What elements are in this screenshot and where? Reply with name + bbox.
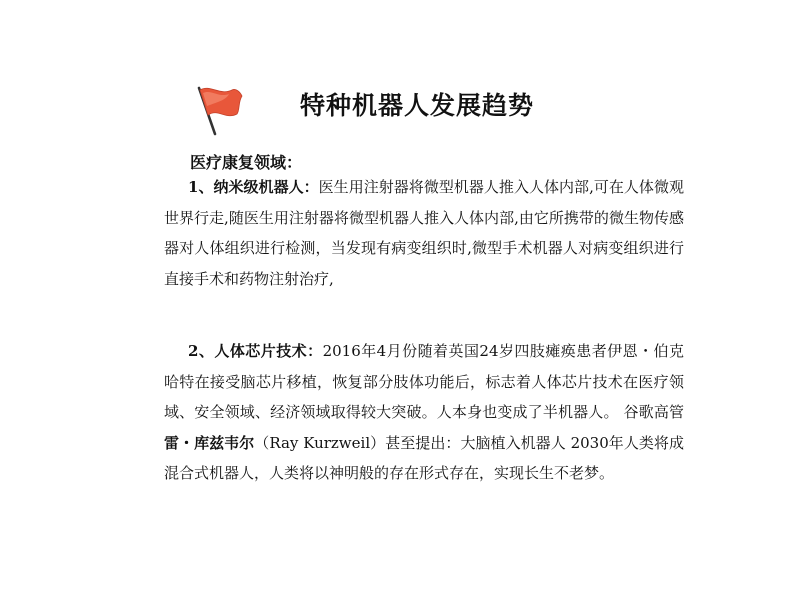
item-text-continued: （Ray Kurzweil）甚至提出：大脑植入机器人 2030年人类将成混合式机器人，人类将以神明般的存在形式存在，实现长生不老梦。 — [164, 433, 684, 482]
item-number: 2、 — [188, 342, 215, 360]
paragraph-nanorobot — [164, 172, 684, 294]
section-heading: 医疗康复领域： — [190, 153, 303, 172]
red-flag-icon — [190, 82, 246, 138]
paragraph-body-chip — [164, 336, 684, 489]
item-number: 1、 — [188, 178, 214, 196]
item-term: 人体芯片技术： — [214, 342, 323, 360]
item-text: 2016年4月份随着英国24岁四肢瘫痪患者伊恩・伯克哈特在接受脑芯片移植，恢复部分肢体功能后，标志着人体芯片技术在医疗领域、安全领域、经济领域取得较大突破。人本身也变成了半机器人。 谷歌高管 — [164, 342, 684, 421]
page-title: 特种机器人发展趋势 — [300, 91, 535, 120]
person-name: 雷・库兹韦尔 — [164, 433, 255, 452]
item-text: 医生用注射器将微型机器人推入人体内部,可在人体微观世界行走,随医生用注射器将微型机器人推入人体内部,由它所携带的微生物传感器对人体组织进行检测，当发现有病变组织时,微型手术机器人对病变组织进行直接手术和药物注射治疗, — [164, 178, 684, 288]
item-term: 纳米级机器人： — [213, 178, 319, 196]
